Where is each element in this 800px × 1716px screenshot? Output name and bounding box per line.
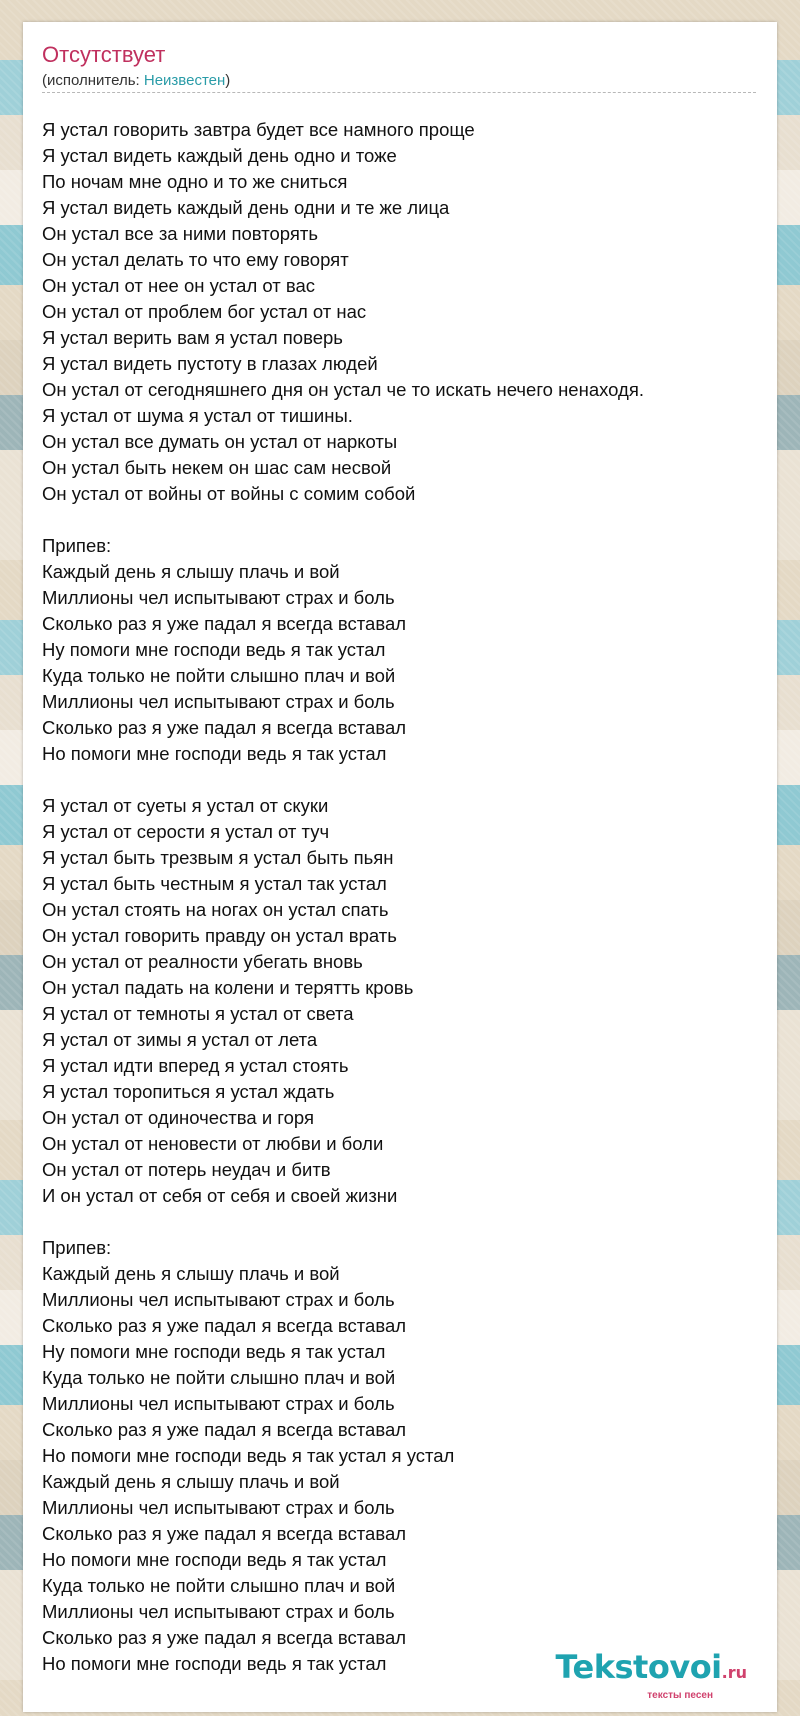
- lyric-line: По ночам мне одно и то же сниться: [42, 171, 348, 192]
- lyric-line: Я устал от суеты я устал от скуки: [42, 795, 329, 816]
- stanza-break: [42, 1209, 762, 1235]
- logo-tagline: тексты песен: [647, 1690, 713, 1701]
- lyric-line: Я устал видеть каждый день одни и те же лица: [42, 197, 450, 218]
- lyric-line: Я устал торопиться я устал ждать: [42, 1081, 335, 1102]
- stanza-break: [42, 507, 762, 533]
- lyric-line: Я устал видеть каждый день одно и тоже: [42, 145, 397, 166]
- lyric-line: Я устал идти вперед я устал стоять: [42, 1055, 349, 1076]
- lyric-line: Я устал верить вам я устал поверь: [42, 327, 343, 348]
- lyric-line: Он устал от войны от войны с сомим собой: [42, 483, 416, 504]
- artist-prefix: (исполнитель:: [42, 72, 144, 89]
- lyric-line: Он устал все за ними повторять: [42, 223, 318, 244]
- lyric-line: Каждый день я слышу плачь и вой: [42, 561, 340, 582]
- lyric-line: Он устал от неновести от любви и боли: [42, 1133, 384, 1154]
- lyric-line: Сколько раз я уже падал я всегда вставал: [42, 1315, 407, 1336]
- lyric-line: Он устал от сегодняшнего дня он устал че то искать нечего ненаходя.: [42, 379, 644, 400]
- lyric-line: Припев:: [42, 1237, 112, 1258]
- lyric-line: Каждый день я слышу плачь и вой: [42, 1471, 340, 1492]
- song-title: Отсутствует: [42, 42, 166, 67]
- lyric-line: Он устал падать на колени и терятть кровь: [42, 977, 414, 998]
- lyric-line: Он устал быть некем он шас сам несвой: [42, 457, 392, 478]
- stanza-break: [42, 767, 762, 793]
- lyric-line: Сколько раз я уже падал я всегда вставал: [42, 613, 407, 634]
- lyric-line: Но помоги мне господи ведь я так устал: [42, 743, 387, 764]
- lyric-line: Сколько раз я уже падал я всегда вставал: [42, 717, 407, 738]
- artist-link[interactable]: Неизвестен: [143, 72, 226, 89]
- lyric-line: Миллионы чел испытывают страх и боль: [42, 1393, 395, 1414]
- logo-name: Tekstovoi: [555, 1648, 722, 1686]
- lyrics-card: [23, 22, 777, 1712]
- lyric-line: Он устал от проблем бог устал от нас: [42, 301, 367, 322]
- lyric-line: Миллионы чел испытывают страх и боль: [42, 691, 395, 712]
- lyric-line: Ну помоги мне господи ведь я так устал: [42, 1341, 386, 1362]
- logo-tld: .ru: [721, 1663, 747, 1682]
- lyric-line: Сколько раз я уже падал я всегда вставал: [42, 1419, 407, 1440]
- lyric-line: Я устал говорить завтра будет все намного проще: [42, 119, 475, 140]
- lyric-line: Куда только не пойти слышно плач и вой: [42, 665, 396, 686]
- lyric-line: И он устал от себя от себя и своей жизни: [42, 1185, 398, 1206]
- lyric-line: Он устал от одиночества и горя: [42, 1107, 315, 1128]
- site-logo[interactable]: [527, 1648, 747, 1701]
- lyric-line: Но помоги мне господи ведь я так устал: [42, 1549, 387, 1570]
- artist-line: [42, 72, 756, 93]
- lyric-line: Миллионы чел испытывают страх и боль: [42, 1289, 395, 1310]
- lyric-line: Он устал от потерь неудач и битв: [42, 1159, 331, 1180]
- lyric-line: Миллионы чел испытывают страх и боль: [42, 1497, 395, 1518]
- lyric-line: Но помоги мне господи ведь я так устал: [42, 1653, 387, 1674]
- lyric-line: Но помоги мне господи ведь я так устал я устал: [42, 1445, 455, 1466]
- lyric-line: Я устал от зимы я устал от лета: [42, 1029, 318, 1050]
- lyric-line: Он устал говорить правду он устал врать: [42, 925, 397, 946]
- lyric-line: Куда только не пойти слышно плач и вой: [42, 1367, 396, 1388]
- lyric-line: Сколько раз я уже падал я всегда вставал: [42, 1627, 407, 1648]
- lyric-line: Я устал видеть пустоту в глазах людей: [42, 353, 378, 374]
- lyric-line: Я устал быть честным я устал так устал: [42, 873, 387, 894]
- lyric-line: Припев:: [42, 535, 112, 556]
- logo-wordmark: [527, 1650, 747, 1690]
- lyric-line: Куда только не пойти слышно плач и вой: [42, 1575, 396, 1596]
- lyrics-body: [42, 117, 762, 1677]
- lyric-line: Он устал все думать он устал от наркоты: [42, 431, 398, 452]
- lyric-line: Он устал от нее он устал от вас: [42, 275, 316, 296]
- lyric-line: Ну помоги мне господи ведь я так устал: [42, 639, 386, 660]
- lyric-line: Он устал стоять на ногах он устал спать: [42, 899, 389, 920]
- lyric-line: Я устал от серости я устал от туч: [42, 821, 330, 842]
- lyric-line: Он устал делать то что ему говорят: [42, 249, 349, 270]
- lyric-line: Миллионы чел испытывают страх и боль: [42, 587, 395, 608]
- lyric-line: Он устал от реалности убегать вновь: [42, 951, 363, 972]
- artist-suffix: ): [225, 72, 231, 89]
- lyric-line: Миллионы чел испытывают страх и боль: [42, 1601, 395, 1622]
- lyric-line: Каждый день я слышу плачь и вой: [42, 1263, 340, 1284]
- lyric-line: Сколько раз я уже падал я всегда вставал: [42, 1523, 407, 1544]
- lyric-line: Я устал от темноты я устал от света: [42, 1003, 354, 1024]
- lyric-line: Я устал от шума я устал от тишины.: [42, 405, 353, 426]
- lyric-line: Я устал быть трезвым я устал быть пьян: [42, 847, 394, 868]
